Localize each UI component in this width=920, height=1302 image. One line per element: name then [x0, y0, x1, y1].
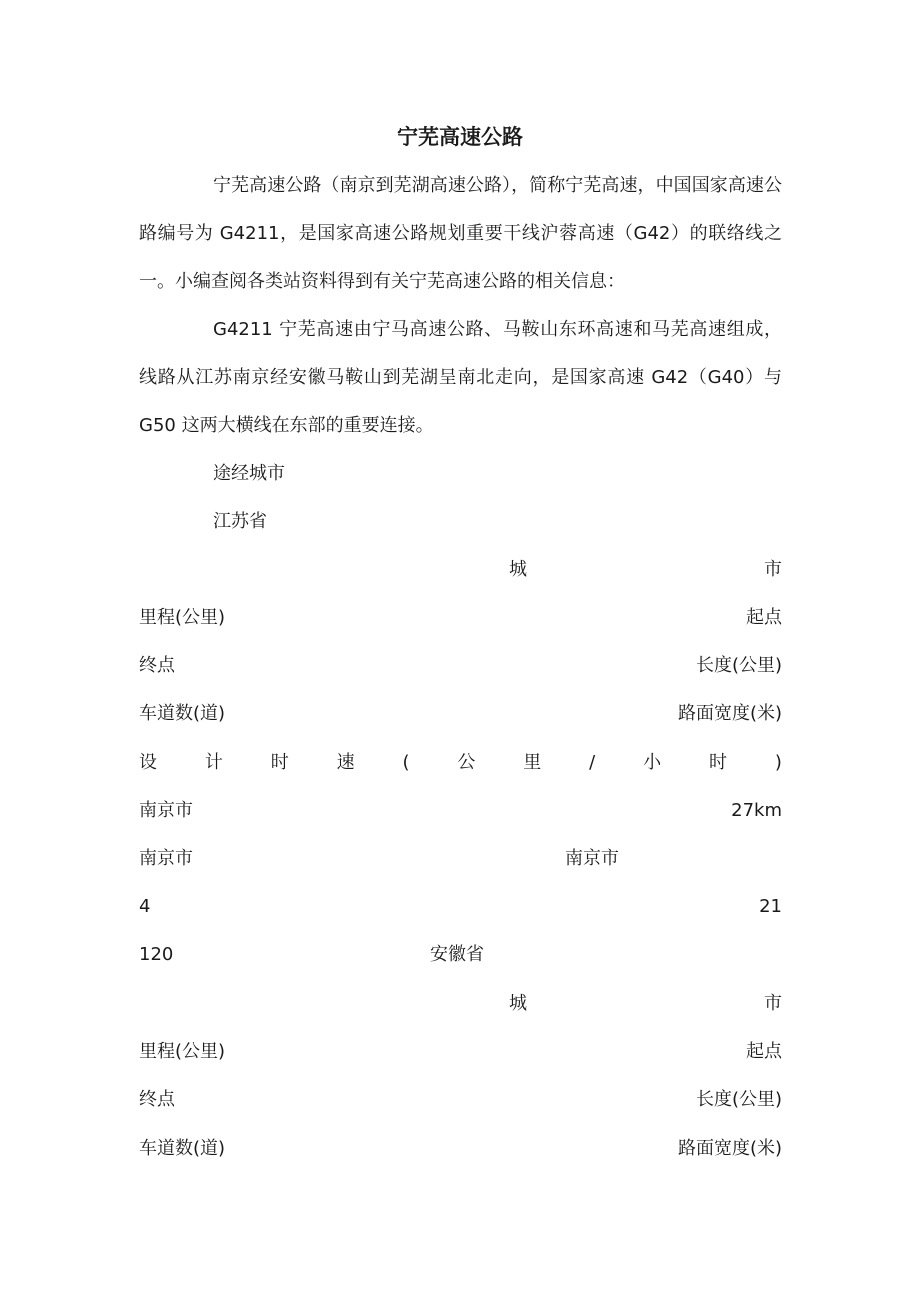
header-city-a: 城	[509, 559, 527, 580]
intro-paragraph: 宁芜高速公路（南京到芜湖高速公路），简称宁芜高速，中国国家高速公路编号为 G4211，是国家高速公路规划重要干线沪蓉高速（G42）的联络线之一。小编查阅各类站资料得到有关宁芜高速公路的相关信息：	[139, 175, 782, 292]
province-jiangsu	[139, 507, 782, 537]
table-header-speed	[139, 748, 782, 778]
table-row-lanes	[139, 892, 782, 922]
table-row-city	[139, 796, 782, 826]
cell-mileage: 27km	[731, 800, 782, 821]
cities-heading	[139, 459, 782, 489]
header-width: 路面宽度(米)	[677, 1138, 782, 1159]
header-end: 终点	[139, 655, 175, 676]
cell-city: 南京市	[139, 800, 193, 821]
table-header-end	[139, 651, 782, 681]
header-end: 终点	[139, 1089, 175, 1110]
speed-char: 时	[708, 752, 727, 773]
header-mileage: 里程(公里)	[139, 607, 226, 628]
table-header-end	[139, 1085, 782, 1115]
table-header-city	[139, 555, 782, 585]
cell-start: 南京市	[139, 848, 193, 869]
header-mileage: 里程(公里)	[139, 1041, 226, 1062]
table-header-lanes	[139, 699, 782, 729]
header-start: 起点	[746, 1041, 782, 1062]
header-city-a: 城	[509, 993, 527, 1014]
table-header-mileage	[139, 603, 782, 633]
province-label: 江苏省	[213, 511, 267, 532]
header-city-b: 市	[764, 559, 782, 580]
table-header-lanes	[139, 1134, 782, 1164]
page-title: 宁芜高速公路	[397, 125, 523, 149]
cities-heading-text: 途经城市	[213, 463, 285, 484]
cell-speed: 120	[139, 944, 174, 965]
header-lanes: 车道数(道)	[139, 1138, 226, 1159]
cell-width: 21	[759, 896, 782, 917]
header-start: 起点	[746, 607, 782, 628]
speed-char: )	[774, 752, 782, 773]
table-row-endpoints	[139, 844, 782, 874]
cell-end: 南京市	[565, 848, 619, 869]
table-row-speed	[139, 940, 782, 970]
speed-char: (	[402, 752, 410, 773]
speed-char: 公	[457, 752, 476, 773]
header-length: 长度(公里)	[695, 1089, 782, 1110]
route-paragraph: G4211 宁芜高速由宁马高速公路、马鞍山东环高速和马芜高速组成，线路从江苏南京经安徽马鞍山到芜湖呈南北走向，是国家高速 G42（G40）与 G50 这两大横线在东部的重要连接。	[139, 319, 782, 436]
header-length: 长度(公里)	[695, 655, 782, 676]
header-city-b: 市	[764, 993, 782, 1014]
speed-char: /	[589, 752, 596, 773]
speed-char: 速	[336, 752, 355, 773]
province-label: 安徽省	[430, 944, 484, 965]
speed-char: 计	[204, 752, 223, 773]
speed-char: 小	[643, 752, 662, 773]
header-lanes: 车道数(道)	[139, 703, 226, 724]
table-header-mileage	[139, 1037, 782, 1067]
header-width: 路面宽度(米)	[677, 703, 782, 724]
cell-lanes: 4	[139, 896, 151, 917]
speed-char: 时	[270, 752, 289, 773]
table-header-city	[139, 989, 782, 1019]
speed-char: 设	[139, 752, 157, 773]
speed-char: 里	[523, 752, 542, 773]
